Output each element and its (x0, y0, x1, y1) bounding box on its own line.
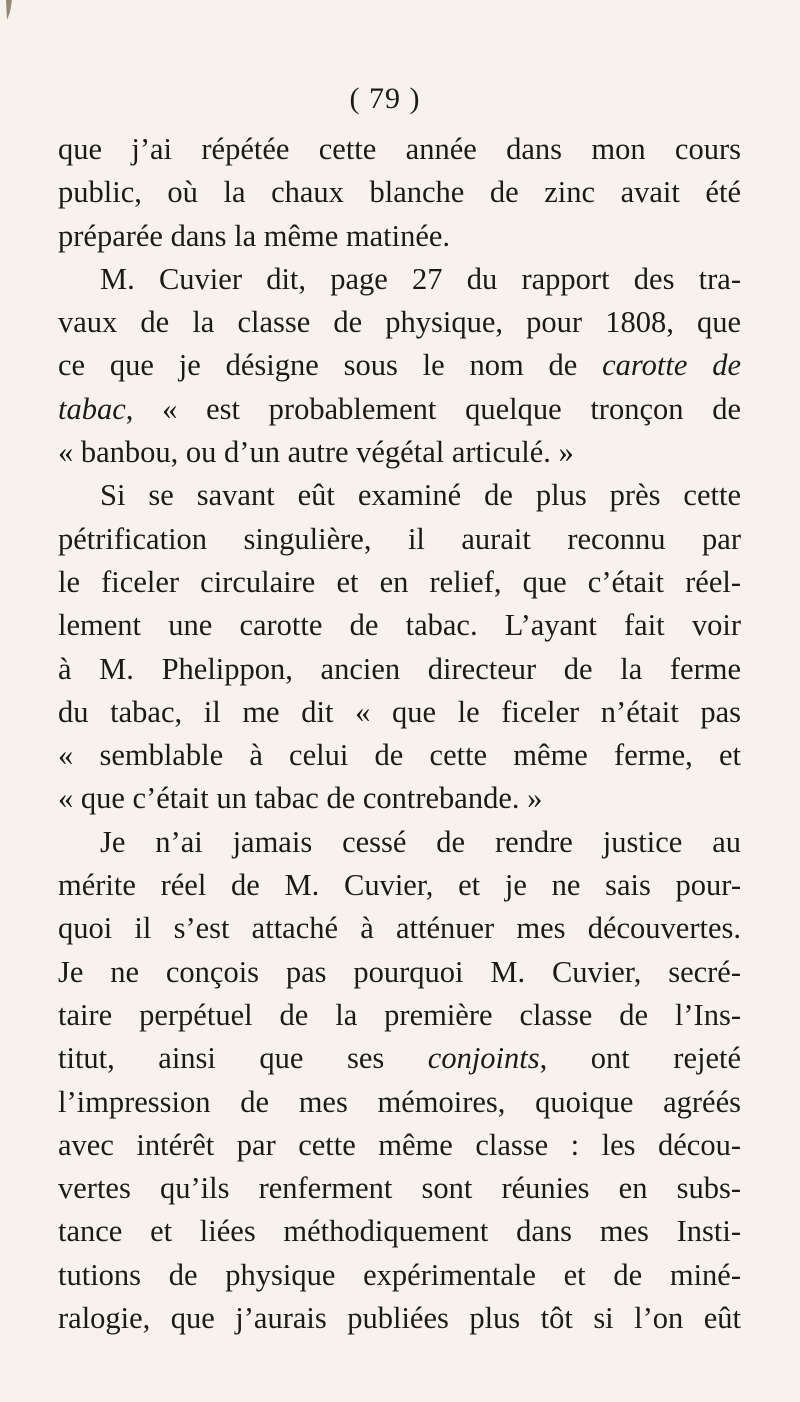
text-line: Je ne conçois pas pourquoi M. Cuvier, secré- (58, 954, 741, 989)
text-line: lement une carotte de tabac. L’ayant fait voir (58, 608, 741, 643)
text-line (58, 344, 741, 387)
text-line: tance et liées méthodiquement dans mes Insti- (58, 1214, 741, 1249)
text-line: l’impression de mes mémoires, quoique agréés (58, 1084, 741, 1119)
text-line: taire perpétuel de la première classe de l’Ins- (58, 997, 741, 1032)
text-line: « que c’était un tabac de contrebande. » (58, 781, 543, 816)
page-edge-mark (4, 0, 16, 22)
text-line: M. Cuvier dit, page 27 du rapport des tra- (100, 261, 741, 296)
text-line: à M. Phelippon, ancien directeur de la ferme (58, 651, 741, 686)
text-line: le ficeler circulaire et en relief, que c’était réel- (58, 564, 741, 599)
text-line: préparée dans la même matinée. (58, 218, 451, 253)
italic-term: tabac (58, 391, 126, 426)
italic-term: carotte de (602, 348, 741, 383)
text-line: quoi il s’est attaché à atténuer mes découvertes. (58, 911, 741, 946)
text-line: « semblable à celui de cette même ferme, et (58, 738, 741, 773)
text-line: que j’ai répétée cette année dans mon cours (58, 132, 741, 166)
text-segment: titut, ainsi que ses (58, 1041, 385, 1076)
text-line: « banbou, ou d’un autre végétal articulé. » (58, 435, 574, 470)
text-line: tutions de physique expérimentale et de miné- (58, 1257, 741, 1292)
text-line: pétrification singulière, il aurait reconnu par (58, 521, 741, 556)
text-segment: , « est probablement quelque tronçon de (125, 391, 741, 426)
text-line: vaux de la classe de physique, pour 1808, que (58, 305, 741, 340)
text-line: ralogie, que j’aurais publiées plus tôt si l’on eût (58, 1301, 741, 1336)
italic-term: conjoints (427, 1041, 540, 1076)
text-segment: ce que je désigne sous le nom de (58, 348, 578, 383)
text-line (58, 1037, 741, 1080)
text-line: avec intérêt par cette même classe : les décou- (58, 1127, 741, 1162)
page-number: ( 79 ) (349, 82, 421, 115)
body-text (58, 128, 741, 1340)
text-line: vertes qu’ils renferment sont réunies en subs- (58, 1171, 741, 1206)
text-line: du tabac, il me dit « que le ficeler n’était pas (58, 694, 741, 729)
text-segment: , ont rejeté (539, 1041, 741, 1076)
text-line: Je n’ai jamais cessé de rendre justice au (100, 824, 741, 859)
text-line (58, 388, 741, 431)
text-line: Si se savant eût examiné de plus près cette (100, 478, 741, 513)
text-line: public, où la chaux blanche de zinc avait été (58, 175, 741, 210)
text-line: mérite réel de M. Cuvier, et je ne sais pour- (58, 868, 741, 903)
